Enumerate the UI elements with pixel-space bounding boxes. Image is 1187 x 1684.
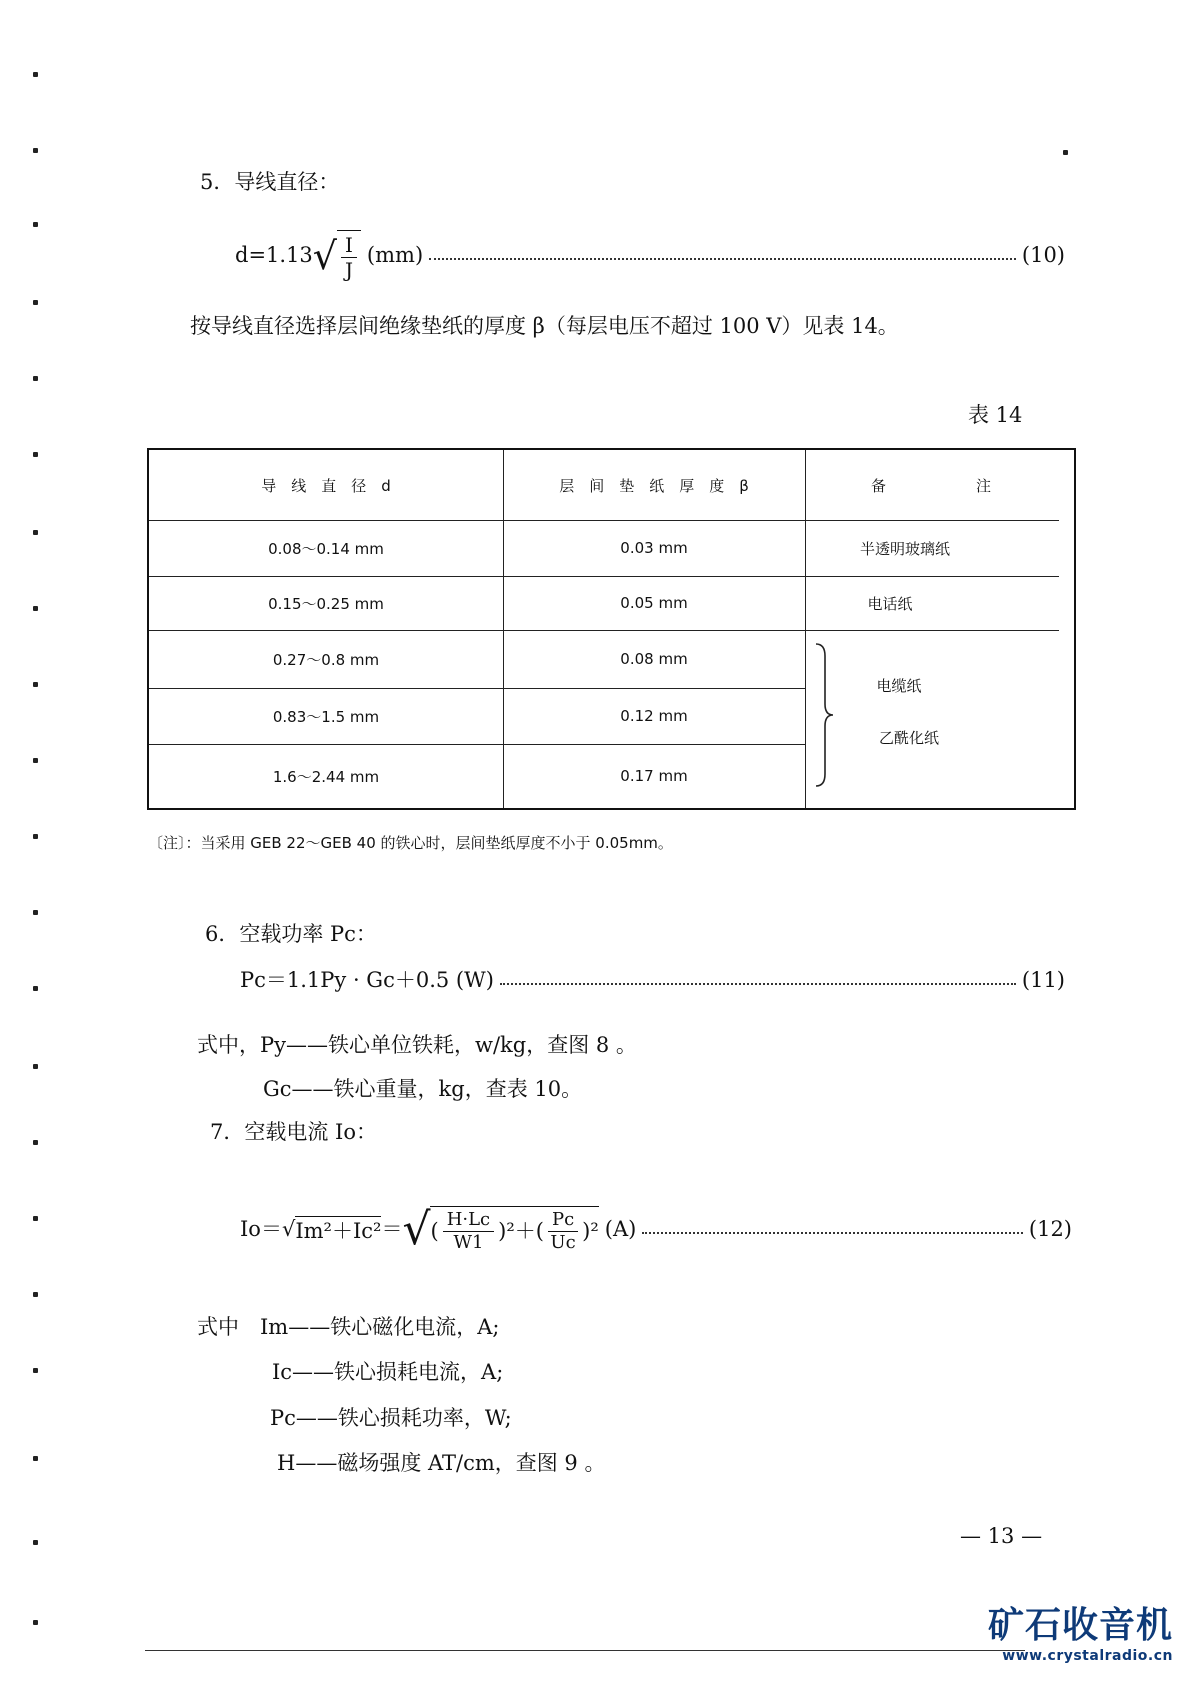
- formula-10-num: I: [341, 233, 357, 258]
- cell-thickness: 0.05 mm: [620, 594, 688, 612]
- cell-note: 半透明玻璃纸: [859, 539, 950, 558]
- binding-mark: [33, 758, 38, 763]
- header-diameter: 导 线 直 径 d: [261, 476, 391, 495]
- watermark-title: 矿石收音机: [987, 1605, 1173, 1646]
- header-notes: 备 注: [870, 476, 991, 495]
- site-watermark: [988, 1597, 1173, 1664]
- term2-den: Uc: [550, 1232, 576, 1253]
- cell-note: 电缆纸: [876, 676, 922, 695]
- term2-num: Pc: [548, 1209, 578, 1232]
- formula-10-den: J: [344, 258, 353, 282]
- formula-10: [235, 226, 1065, 286]
- formula-12: [240, 1195, 1072, 1265]
- formula-10-lhs: d=1.13: [235, 243, 313, 268]
- cell-diameter: 0.83～1.5 mm: [272, 707, 380, 726]
- section-5-heading: 5．导线直径：: [200, 170, 340, 194]
- binding-mark: [33, 300, 38, 305]
- formula-12-unit: (A): [604, 1217, 637, 1242]
- table-14: [147, 448, 1076, 810]
- equation-number-11: (11): [1021, 968, 1065, 992]
- binding-mark: [33, 986, 38, 991]
- binding-mark: [33, 72, 38, 77]
- equation-number-10: (10): [1021, 243, 1065, 268]
- binding-mark: [33, 530, 38, 535]
- binding-mark: [33, 452, 38, 457]
- cell-diameter: 1.6～2.44 mm: [272, 767, 380, 786]
- formula-10-unit: (mm): [366, 243, 424, 268]
- binding-mark: [33, 1540, 38, 1545]
- term1-num: H·Lc: [443, 1209, 494, 1232]
- binding-mark: [33, 1292, 38, 1297]
- definition-h: H——磁场强度 AT/cm，查图 9 。: [277, 1451, 606, 1475]
- binding-mark: [33, 1064, 38, 1069]
- cell-note: 乙酰化纸: [878, 728, 939, 747]
- sqrt-sign: √ ( $\frac{H\cdot Lc}{W1}$ )²＋( $\frac{Pc}{Uc}$ )²: [402, 1204, 599, 1255]
- binding-mark: [33, 682, 38, 687]
- definition-pc: Pc——铁心损耗功率，W;: [270, 1406, 512, 1430]
- section-6-where-2: Gc——铁心重量，kg，查表 10。: [263, 1077, 583, 1101]
- formula-12-eq: ＝: [381, 1217, 403, 1242]
- header-thickness: 层 间 垫 纸 厚 度 β: [559, 476, 749, 495]
- binding-mark: [33, 148, 38, 153]
- binding-mark: [33, 910, 38, 915]
- section-7-heading: 7．空载电流 Io：: [210, 1120, 377, 1144]
- sqrt-sign: √ $\frac{I}{J}$: [313, 230, 361, 282]
- footer-rule: [145, 1650, 1025, 1651]
- table-footnote: 〔注〕：当采用 GEB 22～GEB 40 的铁心时，层间垫纸厚度不小于 0.05mm。: [148, 834, 673, 852]
- formula-12-inner: Im²＋Ic²: [295, 1216, 381, 1244]
- term1-den: W1: [453, 1232, 484, 1253]
- definition-im: 式中 Im——铁心磁化电流，A;: [197, 1315, 500, 1339]
- right-brace-icon: [813, 642, 837, 788]
- watermark-url: www.crystalradio.cn: [1002, 1648, 1173, 1664]
- binding-mark: [33, 1140, 38, 1145]
- binding-mark: [33, 1216, 38, 1221]
- formula-12-lhs: Io＝√: [240, 1217, 296, 1242]
- formula-11-body: Pc＝1.1Py · Gc＋0.5 (W): [240, 968, 494, 992]
- binding-mark: [33, 1620, 38, 1625]
- cell-note: 电话纸: [867, 594, 913, 613]
- dot-leader: [500, 983, 1016, 985]
- section-6-heading: 6．空载功率 Pc：: [205, 922, 377, 946]
- binding-mark: [33, 1456, 38, 1461]
- binding-mark: [33, 606, 38, 611]
- definition-ic: Ic——铁心损耗电流，A;: [272, 1360, 504, 1384]
- cell-thickness: 0.08 mm: [620, 650, 688, 668]
- table-caption: 表 14: [968, 403, 1023, 427]
- binding-mark: [33, 376, 38, 381]
- section-6-where-1: 式中，Py——铁心单位铁耗，w/kg，查图 8 。: [197, 1033, 637, 1057]
- cell-thickness: 0.17 mm: [620, 767, 688, 785]
- cell-thickness: 0.12 mm: [620, 707, 688, 725]
- cell-diameter: 0.15～0.25 mm: [268, 594, 384, 613]
- cell-diameter: 0.27～0.8 mm: [272, 650, 380, 669]
- equation-number-12: (12): [1028, 1217, 1072, 1242]
- dot-leader: [429, 258, 1016, 260]
- cell-diameter: 0.08～0.14 mm: [268, 539, 384, 558]
- page-number: — 13 —: [960, 1524, 1043, 1548]
- formula-11: [240, 968, 1065, 993]
- binding-mark: [33, 834, 38, 839]
- binding-mark: [33, 222, 38, 227]
- scan-dot: [1063, 150, 1068, 155]
- section-5-text: 按导线直径选择层间绝缘垫纸的厚度 β（每层电压不超过 100 V）见表 14。: [190, 314, 899, 338]
- cell-thickness: 0.03 mm: [620, 539, 688, 557]
- binding-mark: [33, 1368, 38, 1373]
- dot-leader: [642, 1232, 1023, 1234]
